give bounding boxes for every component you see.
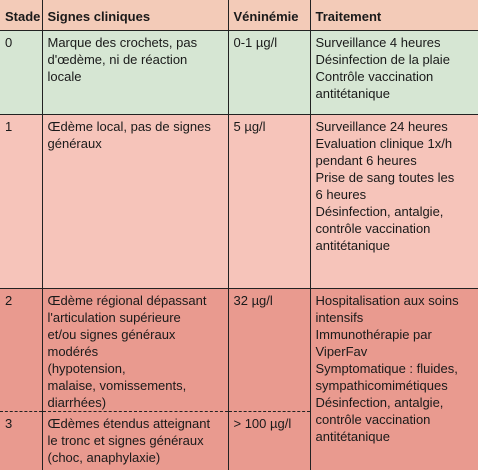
- signes-cell: [42, 114, 228, 288]
- signes-line: diarrhées): [47, 394, 107, 410]
- signes-line: locale: [47, 68, 82, 84]
- traitement-line: contrôle vaccination: [315, 411, 431, 427]
- table-row: [0, 114, 478, 288]
- traitement-line: antitétanique: [315, 237, 390, 253]
- signes-line: d'œdème, ni de réaction: [47, 51, 188, 67]
- traitement-line: Immunothérapie par: [315, 326, 432, 342]
- signes-line: malaise, vomissements,: [47, 377, 187, 393]
- traitement-line: Désinfection, antalgie,: [315, 203, 444, 219]
- signes-line: et/ou signes généraux: [47, 326, 176, 342]
- table-row: [0, 288, 478, 411]
- traitement-line: Désinfection, antalgie,: [315, 394, 444, 410]
- traitement-line: Surveillance 24 heures: [315, 118, 448, 134]
- signes-line: (hypotension,: [47, 360, 126, 376]
- header-traitement: Traitement: [310, 0, 478, 30]
- signes-line: modérés: [47, 343, 99, 359]
- header-signes-cliniques: Signes cliniques: [42, 0, 228, 30]
- signes-line: (choc, anaphylaxie): [47, 449, 161, 465]
- signes-line: Œdèmes étendus atteignant: [47, 415, 211, 431]
- header-veninemie: Véninémie: [228, 0, 310, 30]
- stade-cell: 1: [0, 114, 42, 288]
- header-stade: Stade: [0, 0, 42, 30]
- traitement-line: antitétanique: [315, 428, 390, 444]
- signes-cell: [42, 288, 228, 411]
- traitement-line: Surveillance 4 heures: [315, 34, 441, 50]
- traitement-line: Contrôle vaccination: [315, 68, 434, 84]
- signes-cell: [42, 30, 228, 114]
- veninemie-cell: 0-1 µg/l: [228, 30, 310, 114]
- veninemie-cell: > 100 µg/l: [228, 411, 310, 470]
- traitement-line: antitétanique: [315, 85, 390, 101]
- table-row: [0, 30, 478, 114]
- traitement-line: Hospitalisation aux soins: [315, 292, 459, 308]
- traitement-line: sympathicomimétiques: [315, 377, 448, 393]
- stade-cell: 2: [0, 288, 42, 411]
- traitement-line: contrôle vaccination: [315, 220, 431, 236]
- signes-line: Œdème régional dépassant: [47, 292, 207, 308]
- signes-line: Marque des crochets, pas: [47, 34, 198, 50]
- traitement-line: Evaluation clinique 1x/h: [315, 135, 453, 151]
- veninemie-cell: 5 µg/l: [228, 114, 310, 288]
- traitement-line: Désinfection de la plaie: [315, 51, 450, 67]
- signes-cell: [42, 411, 228, 470]
- stade-cell: 0: [0, 30, 42, 114]
- signes-line: Œdème local, pas de signes: [47, 118, 211, 134]
- traitement-line: 6 heures: [315, 186, 367, 202]
- veninemie-cell: 32 µg/l: [228, 288, 310, 411]
- table-header-row: [0, 0, 478, 30]
- signes-line: le tronc et signes généraux: [47, 432, 204, 448]
- traitement-cell: [310, 30, 478, 114]
- traitement-line: pendant 6 heures: [315, 152, 417, 168]
- signes-line: l'articulation supérieure: [47, 309, 181, 325]
- traitement-line: Prise de sang toutes les: [315, 169, 455, 185]
- stade-cell: 3: [0, 411, 42, 470]
- traitement-cell-stades-2-3: [310, 288, 478, 470]
- traitement-cell: [310, 114, 478, 288]
- traitement-line: ViperFav: [315, 343, 368, 359]
- traitement-line: intensifs: [315, 309, 364, 325]
- traitement-line: Symptomatique : fluides,: [315, 360, 458, 376]
- signes-line: généraux: [47, 135, 102, 151]
